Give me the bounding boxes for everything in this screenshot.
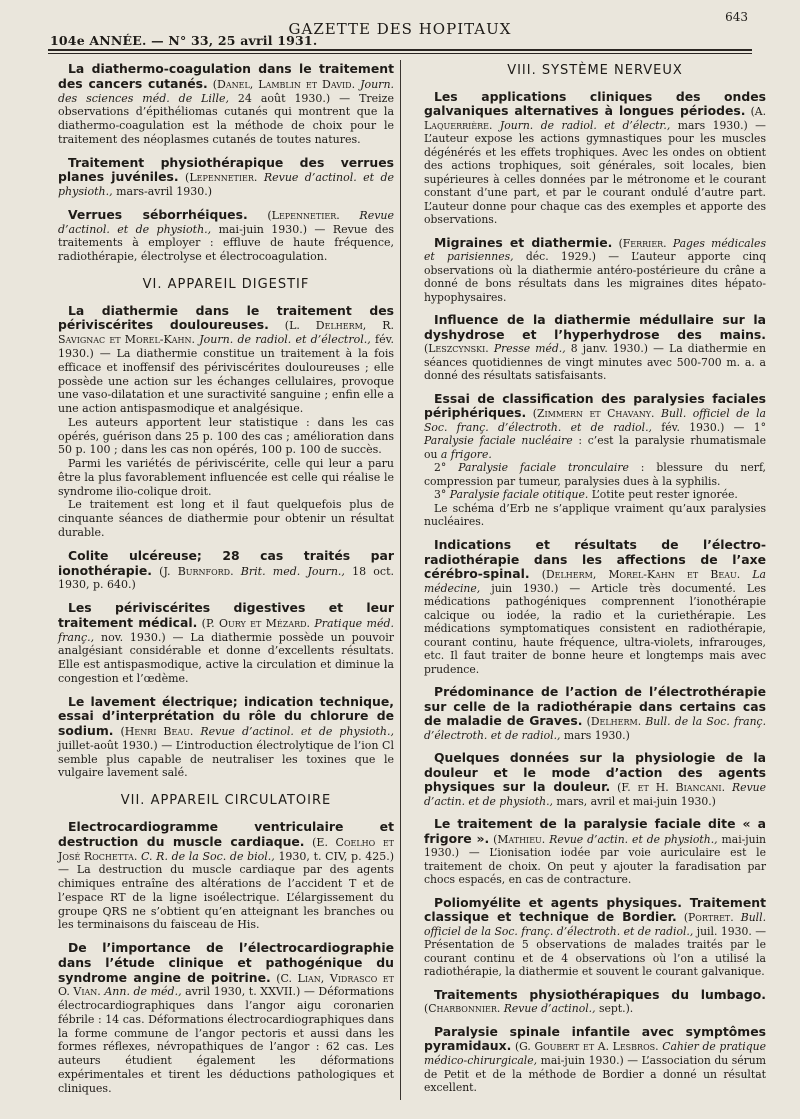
- abstract-authors: (Charbonnier.: [424, 1002, 501, 1016]
- abstract-title: Poliomyélite et agents physiques. Traitement classique et technique de Bordier.: [424, 894, 766, 925]
- journal-title: GAZETTE DES HOPITAUX: [288, 20, 512, 38]
- abstract-entry: [58, 601, 394, 686]
- abstract-authors: (Henri Beau.: [120, 725, 194, 739]
- abstract-date: fév. 1930.) —: [661, 420, 745, 434]
- abstract-body: 1°: [753, 420, 767, 434]
- abstract-body: L’otite peut rester ignorée.: [588, 488, 738, 502]
- abstract-body: Présentation de 5 observations de malades traités par le courant continu et de 4 observations où l’on a utilisé la radiothérapie, la diathermie et souvent le courant galvanique.: [424, 938, 766, 979]
- abstract-journal: Brit. med. Journ.,: [240, 564, 345, 578]
- abstract-entry: [58, 156, 394, 199]
- list-number: 2°: [434, 461, 459, 475]
- abstract-entry: [424, 90, 766, 227]
- abstract-body: : c’est la paralysie rhumatismale ou: [424, 434, 766, 461]
- abstract-authors: (C. Lian, Vidrasco et O. Vian.: [58, 971, 394, 999]
- abstract-entry: [424, 817, 766, 887]
- abstract-title: Colite ulcéreuse; 28 cas traités par ionothérapie.: [58, 547, 394, 578]
- abstract-journal: Presse méd.,: [493, 342, 566, 356]
- abstract-date: sept.).: [598, 1002, 634, 1016]
- left-column: [58, 62, 394, 1105]
- abstract-title: Influence de la diathermie médullaire sur la dyshydrose et l’hyperhydrose des mains.: [424, 312, 766, 342]
- abstract-date: 24 août 1930.) —: [237, 91, 351, 105]
- abstract-body: L’ionisation iodée par voie auriculaire est le traitement de choix. On peut y ajouter la faradisation par chocs espacés, en cas de contracture.: [424, 846, 766, 887]
- abstract-date: mars-avril 1930.): [116, 185, 213, 199]
- abstract-date: mars 1930.): [563, 728, 630, 742]
- abstract-entry: [424, 1025, 766, 1095]
- abstract-journal: Revue d’actin. et de physioth.,: [424, 781, 767, 808]
- abstract-entry: [424, 313, 766, 383]
- abstract-journal: Revue d’actinol.,: [503, 1002, 596, 1016]
- abstract-title: De l’importance de l’électrocardiographie dans l’étude clinique et pathogénique du syndrome angine de poitrine.: [58, 940, 394, 985]
- abstract-date: mai-juin 1930.) —: [218, 222, 326, 236]
- abstract-authors: (Ferrier.: [618, 236, 667, 250]
- abstract-authors: (Zimmern et Chavany.: [532, 407, 655, 421]
- abstract-date: juin 1930.) —: [491, 581, 581, 595]
- abstract-title: Paralysie spinale infantile avec symptômes pyramidaux.: [424, 1023, 766, 1054]
- abstract-journal: Ann. de méd.,: [104, 985, 182, 999]
- abstract-body: La diathermie en séances quotidiennes de vingt minutes avec 500-700 m. a. a donné des résultats satisfaisants.: [424, 342, 766, 383]
- page-header: [0, 0, 800, 56]
- abstract-date: 1930, t. CIV, p. 425.) —: [58, 849, 394, 877]
- abstract-journal: Journ. des sciences méd. de Lille,: [58, 77, 395, 105]
- abstract-date: 18 oct. 1930, p. 640.): [58, 564, 395, 592]
- abstract-title: Essai de classification des paralysies faciales périphériques.: [424, 390, 766, 421]
- abstract-title: Verrues séborrhéiques.: [68, 206, 248, 222]
- abstract-title: Migraines et diathermie.: [434, 234, 613, 250]
- abstract-authors: (F. et H. Biancani.: [617, 781, 726, 795]
- abstract-entry: [424, 392, 766, 529]
- abstract-entry: [424, 685, 766, 742]
- abstract-authors: (A. Laquerrière.: [424, 105, 767, 132]
- abstract-date: mai-juin 1930.) —: [424, 832, 767, 860]
- abstract-authors: (Leszcynski.: [424, 342, 489, 356]
- abstract-journal: Revue d’actinol. et de physioth.,: [200, 725, 395, 739]
- abstract-journal: C. R. de la Soc. de biol.,: [141, 849, 275, 863]
- abstract-journal: Pages médicales et parisiennes,: [424, 236, 766, 264]
- abstract-entry: [424, 751, 766, 808]
- abstract-title: Les applications cliniques des ondes galvaniques alternatives à longues périodes.: [424, 88, 766, 119]
- abstract-title: La diathermie dans le traitement des périviscérites douloureuses.: [58, 302, 394, 333]
- abstract-body: : blessure du nerf, compression par tumeur, paralysies dues à la syphilis.: [424, 461, 766, 488]
- abstract-journal: Bull. officiel de la Soc. franç. d’électroth. et de radiol.,: [424, 911, 767, 938]
- abstract-title: Les périviscérites digestives et leur traitement médical.: [58, 600, 394, 630]
- abstract-authors: (Danel, Lamblin et David.: [212, 77, 356, 91]
- abstract-body-italic: Paralysie faciale otitique.: [449, 488, 589, 502]
- abstract-body: L’association du sérum de Petit et de la méthode de Bordier a donné un résultat excellent.: [424, 1054, 766, 1095]
- abstract-authors: (E. Coelho et José Rochetta.: [58, 835, 394, 863]
- abstract-title: Le traitement de la paralysie faciale dite « a frigore ».: [424, 816, 766, 846]
- abstract-title: Traitements physiothérapiques du lumbago.: [434, 986, 766, 1002]
- abstract-journal: Revue d’actinol. et de physioth.,: [58, 208, 395, 236]
- abstract-journal: La médecine,: [424, 568, 766, 595]
- abstract-journal: Bull. de la Soc. franç. d’électroth. et de radiol.,: [424, 715, 766, 742]
- abstract-date: nov. 1930.) —: [100, 630, 184, 644]
- abstract-body-italic: a frigore.: [440, 447, 492, 461]
- section-heading: VIII. SYSTÈME NERVEUX: [507, 63, 683, 78]
- abstract-date: mars, avril et mai-juin 1930.): [556, 794, 716, 808]
- abstract-entry: [58, 820, 394, 932]
- abstract-paragraph: Le traitement est long et il faut quelquefois plus de cinquante séances de diathermie pour obtenir un résultat durable.: [58, 498, 394, 539]
- abstract-body-italic: Paralysie faciale nucléaire: [424, 434, 573, 448]
- page-number: 643: [725, 10, 748, 24]
- abstract-journal: Revue d’actinol. et de physioth.,: [58, 171, 394, 199]
- abstract-journal: Journ. de radiol. et d’électr.,: [499, 118, 671, 132]
- abstract-entry: [58, 695, 394, 781]
- abstract-date: fév. 1930.) —: [58, 333, 394, 361]
- abstract-entry: [58, 304, 394, 540]
- abstract-date: mai-juin 1930.) —: [540, 1054, 639, 1067]
- abstract-authors: (Portret.: [683, 911, 734, 925]
- abstract-authors: (Delherm.: [586, 715, 642, 729]
- abstract-title: Indications et résultats de l’électro-radiothérapie dans les affections de l’axe cérébro-spinal.: [424, 536, 766, 582]
- abstract-paragraph: Le schéma d’Erb ne s’applique vraiment qu’aux paralysies nucléaires.: [424, 501, 766, 529]
- abstract-body: Article très documenté. Les médications pathogéniques comprennent l’ionothérapie calcique ou iodée, la radio et la curiethérapie. Les médications symptomatiques consistent en radiothérapie, courant continu, haute fréquence, ultra-violets, infrarouges, etc. Il faut traiter de bonne heure et longtemps mais avec prudence.: [424, 581, 766, 676]
- abstract-journal: Journ. de radiol. et d’électrol.,: [199, 333, 371, 347]
- abstract-date: 8 janv. 1930.) —: [570, 342, 664, 356]
- issue-info: 104e ANNÉE. — N° 33, 25 avril 1931.: [50, 33, 318, 48]
- abstract-date: juil. 1930. —: [696, 924, 766, 938]
- abstract-date: déc. 1929.) —: [525, 250, 620, 264]
- list-number: 3°: [434, 488, 450, 502]
- abstract-entry: [424, 236, 766, 305]
- abstract-body: L’introduction électrolytique de l’ion Cl semble plus capable de neutraliser les toxines que le vulgaire lavement salé.: [58, 738, 394, 780]
- header-rule-thick: [48, 49, 752, 51]
- abstract-journal: Pratique méd. franç.,: [58, 616, 395, 644]
- abstract-paragraph: Parmi les variétés de périviscérite, celle qui leur a paru être la plus favorablement influencée est celle qui réalise le syndrome ilio-colique droit.: [58, 457, 394, 498]
- abstract-title: La diathermo-coagulation dans le traitement des cancers cutanés.: [58, 61, 394, 91]
- abstract-body: La diathermie possède un pouvoir analgésiant considérable et donne d’excellents résultats. Elle est antispasmodique, active la circulation et diminue la congestion et l’œdème.: [58, 630, 395, 685]
- abstract-entry: [58, 62, 394, 147]
- abstract-paragraph: [424, 461, 766, 488]
- abstract-body-italic: Paralysie faciale tronculaire: [458, 461, 629, 475]
- abstract-entry: [424, 896, 766, 979]
- abstract-body: La destruction du muscle cardiaque par des agents chimiques entraîne des altérations de l’accident T et de l’espace RT de la ligne isoélectrique. L’élargissement du groupe QRS ne s’obtient qu’en atteignant les branches ou les terminaisons du faisceau de His.: [58, 863, 394, 932]
- abstract-paragraph: Les auteurs apportent leur statistique : dans les cas opérés, guérison dans 25 p. 100 des cas ; amélioration dans 50 p. 100 ; dans les cas non opérés, 100 p. 100 de succès.: [58, 415, 394, 457]
- abstract-authors: (G. Goubert et A. Lesbros.: [514, 1040, 659, 1054]
- section-heading: VII. APPAREIL CIRCULATOIRE: [120, 793, 332, 809]
- abstract-body: La diathermie constitue un traitement à la fois efficace et inoffensif des périviscérites douloureuses ; elle possède une action sur les échanges cellulaires, provoque une vaso-dilatation et une suractivité sanguine ; enfin elle a une action antispasmodique et analgésique.: [58, 347, 394, 416]
- abstract-entry: [58, 549, 394, 592]
- abstract-date: avril 1930, t. XXVII.) —: [185, 985, 315, 999]
- abstract-body: Revue des traitements à employer : effluve de haute fréquence, radiothérapie, électrolyse et électrocoagulation.: [58, 222, 395, 264]
- right-column: [424, 62, 766, 1104]
- abstract-entry: [424, 988, 766, 1016]
- abstract-paragraph: [424, 488, 766, 502]
- abstract-entry: [424, 538, 766, 676]
- abstract-date: juillet-août 1930.) —: [58, 738, 173, 752]
- abstract-body: L’auteur apporte cinq observations où la diathermie antéro-postérieure du crâne a donné de bons résultats dans les migraines dites hépato-hypophysaires.: [424, 250, 767, 304]
- abstract-entry: [58, 941, 394, 1095]
- abstract-authors: (Delherm, Morel-Kahn et Beau.: [541, 568, 741, 582]
- abstract-authors: (J. Burnford.: [159, 564, 234, 578]
- abstract-title: Le lavement électrique; indication technique, essai d’interprétation du rôle du chlorure de sodium.: [58, 693, 394, 739]
- abstract-date: mars 1930.) —: [677, 118, 766, 132]
- abstract-title: Electrocardiogramme ventriculaire et destruction du muscle cardiaque.: [58, 818, 394, 849]
- section-heading: VI. APPAREIL DIGESTIF: [142, 276, 310, 292]
- abstract-authors: (Lepennetier.: [267, 208, 340, 222]
- abstract-authors: (Lepennetier.: [185, 171, 258, 185]
- abstract-title: Prédominance de l’action de l’électrothérapie sur celle de la radiothérapie dans certains cas de maladie de Graves.: [424, 684, 766, 729]
- abstract-body: Déformations électrocardiographiques dans l’angor aigu coronarien fébrile : 14 cas. Déformations électrocardiographiques dans la forme commune de l’angor pectoris et aussi dans les formes réflexes, névropathiques de l’angor : 62 cas. Les auteurs étudient également les déformations expérimentales et tirent les déductions pathologiques et cliniques.: [58, 985, 394, 1095]
- column-divider: [400, 60, 401, 1100]
- abstract-journal: Bull. officiel de la Soc. franç. d’électroth. et de radiol.,: [424, 407, 766, 434]
- abstract-authors: (Mathieu.: [493, 832, 546, 846]
- abstract-title: Quelques données sur la physiologie de la douleur et le mode d’action des agents physiques sur la douleur.: [424, 750, 766, 795]
- abstract-title: Traitement physiothérapique des verrues planes juvéniles.: [58, 154, 394, 185]
- header-rule-thin: [48, 53, 752, 54]
- abstract-body: Treize observations d’épithéliomas cutanés qui montrent que la diathermo-coagulation est la méthode de choix pour le traitement des néoplasmes cutanés de toutes natures.: [58, 91, 394, 146]
- abstract-authors: (P. Oury et Mézard.: [201, 616, 311, 630]
- abstract-entry: [58, 208, 394, 264]
- abstract-authors: (L. Delherm, R. Savignac et Morel-Kahn.: [58, 319, 394, 347]
- abstract-body: L’auteur expose les actions gymnastiques pour les muscles dégénérés et les effets trophiques. Avec les ondes on obtient des actions trophiques, soit générales, soit locales, bien supérieures à celles données par le métronome et le courant constant d’une part, et par le courant ondulé d’autre part. L’auteur donne pour chaque cas des exemples et apporte des observations.: [424, 132, 766, 227]
- abstract-journal: Revue d’actin. et de physioth.,: [549, 832, 718, 846]
- abstract-journal: Cahier de pratique médico-chirurgicale,: [424, 1040, 766, 1067]
